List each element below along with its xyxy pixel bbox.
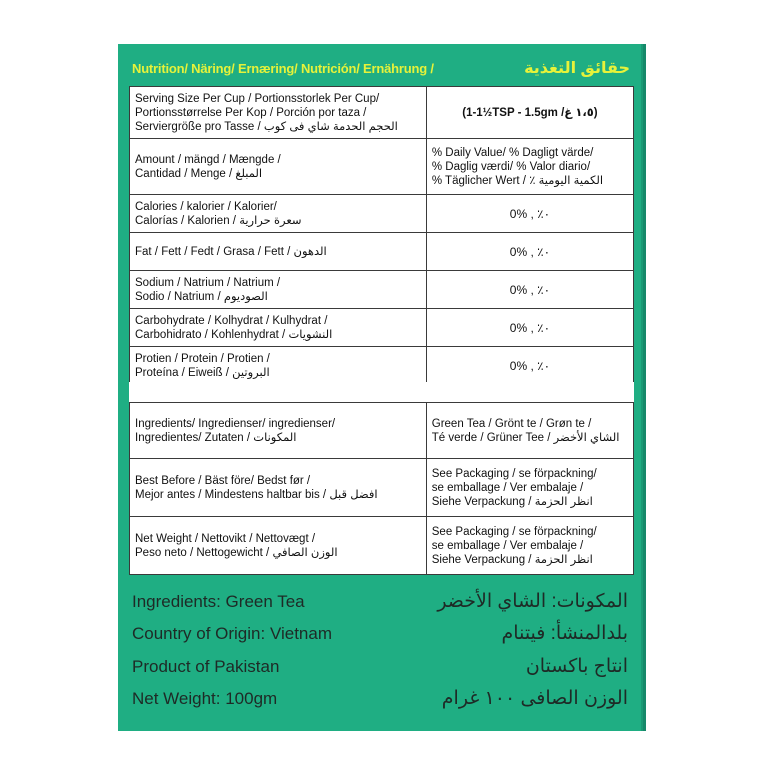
calories-label: Calories / kalorier / Kalorier/ Calorías / Kalorien / سعرة حرارية: [130, 195, 427, 233]
footer-net-weight-en: Net Weight: 100gm: [132, 688, 278, 708]
fat-value: 0% , ٪٠: [426, 233, 633, 271]
table-row: [130, 517, 634, 575]
table-row: [130, 271, 634, 309]
footer-origin-en: Country of Origin: Vietnam: [132, 623, 332, 643]
carbohydrate-value: 0% , ٪٠: [426, 309, 633, 347]
best-before-label: Best Before / Bäst före/ Bedst før / Mejor antes / Mindestens haltbar bis / افضل قبل: [130, 459, 427, 517]
footer-net-weight: [132, 687, 628, 710]
net-weight-label: Net Weight / Nettovikt / Nettovægt / Peso neto / Nettogewicht / الوزن الصافي: [130, 517, 427, 575]
nutrition-header-arabic: حقائق التغذية: [524, 60, 630, 77]
sodium-label: Sodium / Natrium / Natrium / Sodio / Natrium / الصوديوم: [130, 271, 427, 309]
table-divider-gap: [129, 382, 634, 402]
table-row: [130, 403, 634, 459]
protein-value: 0% , ٪٠: [426, 347, 633, 385]
table-row: [130, 233, 634, 271]
footer-product-of: [132, 655, 628, 678]
ingredients-label: Ingredients/ Ingredienser/ ingredienser/ Ingredientes/ Zutaten / المكونات: [130, 403, 427, 459]
nutrition-header-latin: Nutrition/ Näring/ Ernæring/ Nutrición/ Ernährung /: [132, 60, 434, 76]
carbohydrate-label: Carbohydrate / Kolhydrat / Kulhydrat / Carbohidrato / Kohlenhydrat / النشويات: [130, 309, 427, 347]
footer-origin-ar: بلدالمنشأ: فيتنام: [501, 623, 628, 644]
serving-size-label: Serving Size Per Cup / Portionsstorlek Per Cup/ Portionsstørrelse Per Kop / Porción por taza / Serviergröße pro Tasse / الحجم الحدمة شاي فى كوب: [130, 87, 427, 139]
footer-ingredients-ar: المكونات: الشاي الأخضر: [437, 591, 628, 612]
footer-product-of-ar: انتاج باكستان: [525, 656, 628, 677]
footer-ingredients: [132, 590, 628, 613]
table-row: [130, 139, 634, 195]
calories-value: 0% , ٪٠: [426, 195, 633, 233]
serving-size-value: (1-1½TSP - 1.5gm /١،٥ غ): [426, 87, 633, 139]
nutrition-header: [132, 56, 630, 80]
footer-net-weight-ar: الوزن الصافى ١٠٠ غرام: [441, 688, 628, 709]
product-info-table: [129, 402, 634, 575]
tea-box-label-panel: [118, 44, 646, 731]
table-row: [130, 347, 634, 385]
footer-origin: [132, 622, 628, 645]
table-row: [130, 87, 634, 139]
net-weight-value: See Packaging / se förpackning/ se emballage / Ver embalaje / Siehe Verpackung / انظر الحزمة: [426, 517, 633, 575]
footer-product-of-en: Product of Pakistan: [132, 656, 280, 676]
best-before-value: See Packaging / se förpackning/ se emballage / Ver embalaje / Siehe Verpackung / انظر الحزمة: [426, 459, 633, 517]
footer-ingredients-en: Ingredients: Green Tea: [132, 591, 305, 611]
amount-label: Amount / mängd / Mængde / Cantidad / Menge / المبلغ: [130, 139, 427, 195]
table-row: [130, 459, 634, 517]
nutrition-table: [129, 86, 634, 385]
sodium-value: 0% , ٪٠: [426, 271, 633, 309]
fat-label: Fat / Fett / Fedt / Grasa / Fett / الدهون: [130, 233, 427, 271]
ingredients-value: Green Tea / Grönt te / Grøn te / Té verde / Grüner Tee / الشاي الأخضر: [426, 403, 633, 459]
table-row: [130, 309, 634, 347]
daily-value-header: % Daily Value/ % Dagligt värde/ % Daglig værdi/ % Valor diario/ % Täglicher Wert / ٪ الكمية اليومية: [426, 139, 633, 195]
protein-label: Protien / Protein / Protien / Proteína / Eiweiß / البروتين: [130, 347, 427, 385]
table-row: [130, 195, 634, 233]
